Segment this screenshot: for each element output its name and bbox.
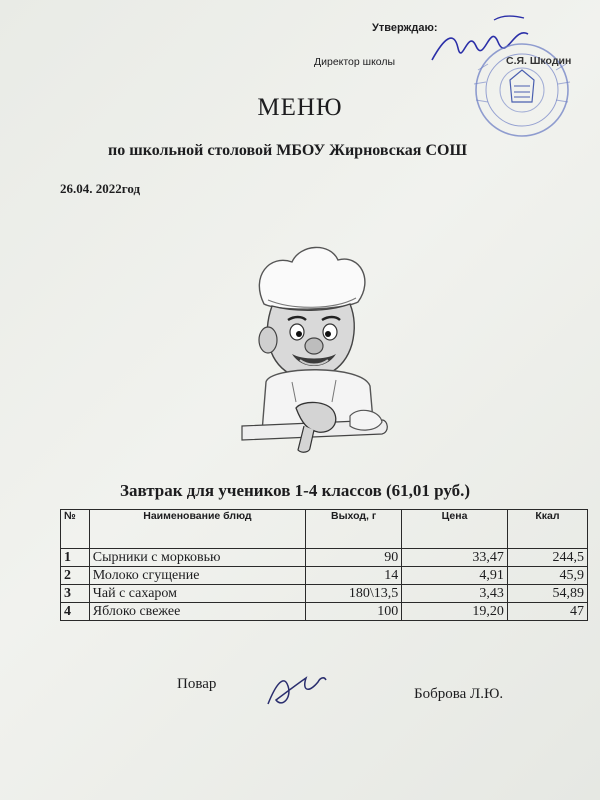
dish-kcal: 244,5 <box>507 549 587 567</box>
row-number: 2 <box>61 567 90 585</box>
dish-output: 180\13,5 <box>306 585 402 603</box>
dish-kcal: 47 <box>507 603 587 621</box>
subtitle: по школьной столовой МБОУ Жирновская СОШ <box>108 142 468 159</box>
chef-illustration-icon <box>232 236 392 456</box>
dish-price: 33,47 <box>402 549 508 567</box>
meal-title: Завтрак для учеников 1-4 классов (61,01 руб.) <box>120 481 471 500</box>
col-kcal-header: Ккал <box>507 510 587 549</box>
dish-name: Молоко сгущение <box>89 567 305 585</box>
table-row <box>61 549 588 567</box>
col-number-header: № <box>61 510 90 549</box>
menu-table <box>60 509 588 621</box>
dish-output: 90 <box>306 549 402 567</box>
dish-name: Чай с сахаром <box>89 585 305 603</box>
page-title: МЕНЮ <box>257 94 343 121</box>
dish-output: 14 <box>306 567 402 585</box>
col-output-header: Выход, г <box>306 510 402 549</box>
col-name-header: Наименование блюд <box>89 510 305 549</box>
table-row <box>61 567 588 585</box>
table-row <box>61 603 588 621</box>
director-label: Директор школы <box>314 56 396 68</box>
dish-kcal: 45,9 <box>507 567 587 585</box>
dish-price: 4,91 <box>402 567 508 585</box>
menu-date: 26.04. 2022год <box>60 181 141 196</box>
cook-label: Повар <box>177 676 217 692</box>
dish-output: 100 <box>306 603 402 621</box>
director-name: С.Я. Шкодин <box>506 55 572 67</box>
row-number: 4 <box>61 603 90 621</box>
table-row <box>61 585 588 603</box>
dish-price: 19,20 <box>402 603 508 621</box>
cook-signature <box>262 664 332 714</box>
dish-name: Сырники с морковью <box>89 549 305 567</box>
cook-name: Боброва Л.Ю. <box>414 686 504 702</box>
row-number: 3 <box>61 585 90 603</box>
dish-kcal: 54,89 <box>507 585 587 603</box>
dish-price: 3,43 <box>402 585 508 603</box>
col-price-header: Цена <box>402 510 508 549</box>
approval-label: Утверждаю: <box>372 22 438 34</box>
table-header-row <box>61 510 588 549</box>
dish-name: Яблоко свежее <box>89 603 305 621</box>
row-number: 1 <box>61 549 90 567</box>
